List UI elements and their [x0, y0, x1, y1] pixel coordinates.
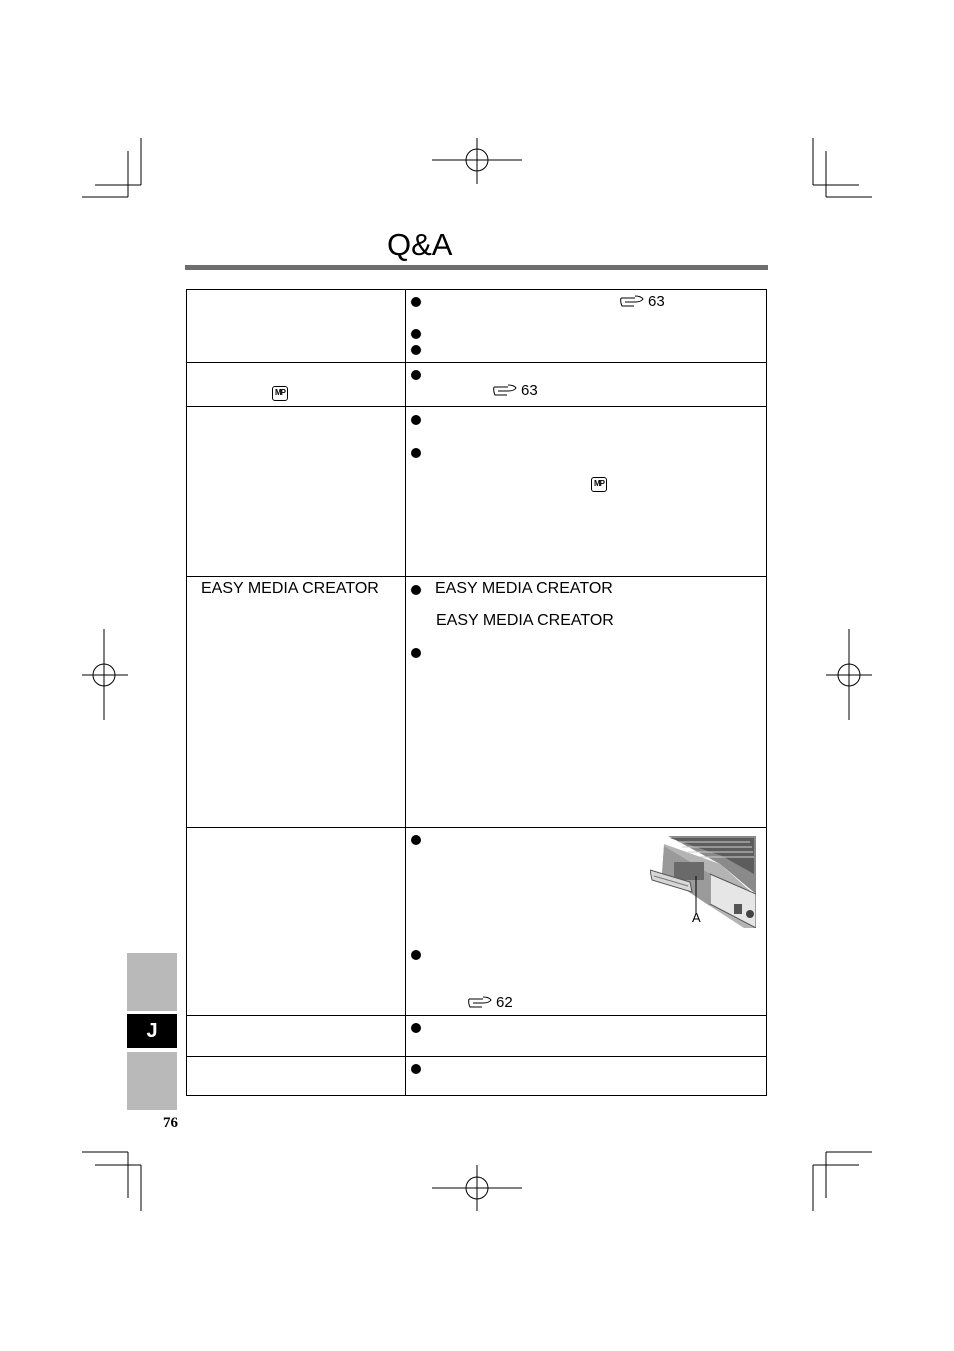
- page-number: 76: [163, 1115, 178, 1131]
- qa-table: [186, 289, 767, 1096]
- hand-pointer-icon: [467, 994, 494, 1010]
- page-reference: [619, 293, 665, 311]
- page-reference-number: 63: [648, 293, 665, 310]
- side-tab-upper: [127, 953, 177, 1011]
- hand-pointer-icon: [492, 382, 519, 398]
- laptop-illustration: [650, 834, 756, 928]
- bullet: [411, 585, 421, 595]
- answer-text: EASY MEDIA CREATOR: [435, 580, 613, 597]
- bullet: [411, 345, 421, 355]
- language-tab-j: J: [127, 1014, 177, 1048]
- bullet: [411, 648, 421, 658]
- bullet: [411, 415, 421, 425]
- hand-pointer-icon: [619, 293, 646, 309]
- illustration-label: A: [692, 910, 701, 925]
- mp-icon: MP: [591, 477, 607, 492]
- answer-subtext: EASY MEDIA CREATOR: [436, 612, 614, 629]
- bullet: [411, 1023, 421, 1033]
- page-reference: [467, 994, 513, 1012]
- bullet: [411, 950, 421, 960]
- row-divider: [187, 1015, 766, 1016]
- column-divider: [405, 290, 406, 1095]
- row-divider: [187, 362, 766, 363]
- row-divider: [187, 406, 766, 407]
- bullet: [411, 297, 421, 307]
- side-tab-lower: [127, 1052, 177, 1110]
- question-text: EASY MEDIA CREATOR: [201, 580, 379, 597]
- bullet: [411, 448, 421, 458]
- row-divider: [187, 576, 766, 577]
- page-reference: [492, 382, 538, 400]
- page-reference-number: 63: [521, 382, 538, 399]
- bullet: [411, 835, 421, 845]
- title-underline: [185, 265, 768, 270]
- bullet: [411, 370, 421, 380]
- bullet: [411, 329, 421, 339]
- page-title: Q&A: [387, 227, 453, 262]
- page-reference-number: 62: [496, 994, 513, 1011]
- mp-icon: MP: [272, 386, 288, 401]
- bullet: [411, 1064, 421, 1074]
- row-divider: [187, 1056, 766, 1057]
- row-divider: [187, 827, 766, 828]
